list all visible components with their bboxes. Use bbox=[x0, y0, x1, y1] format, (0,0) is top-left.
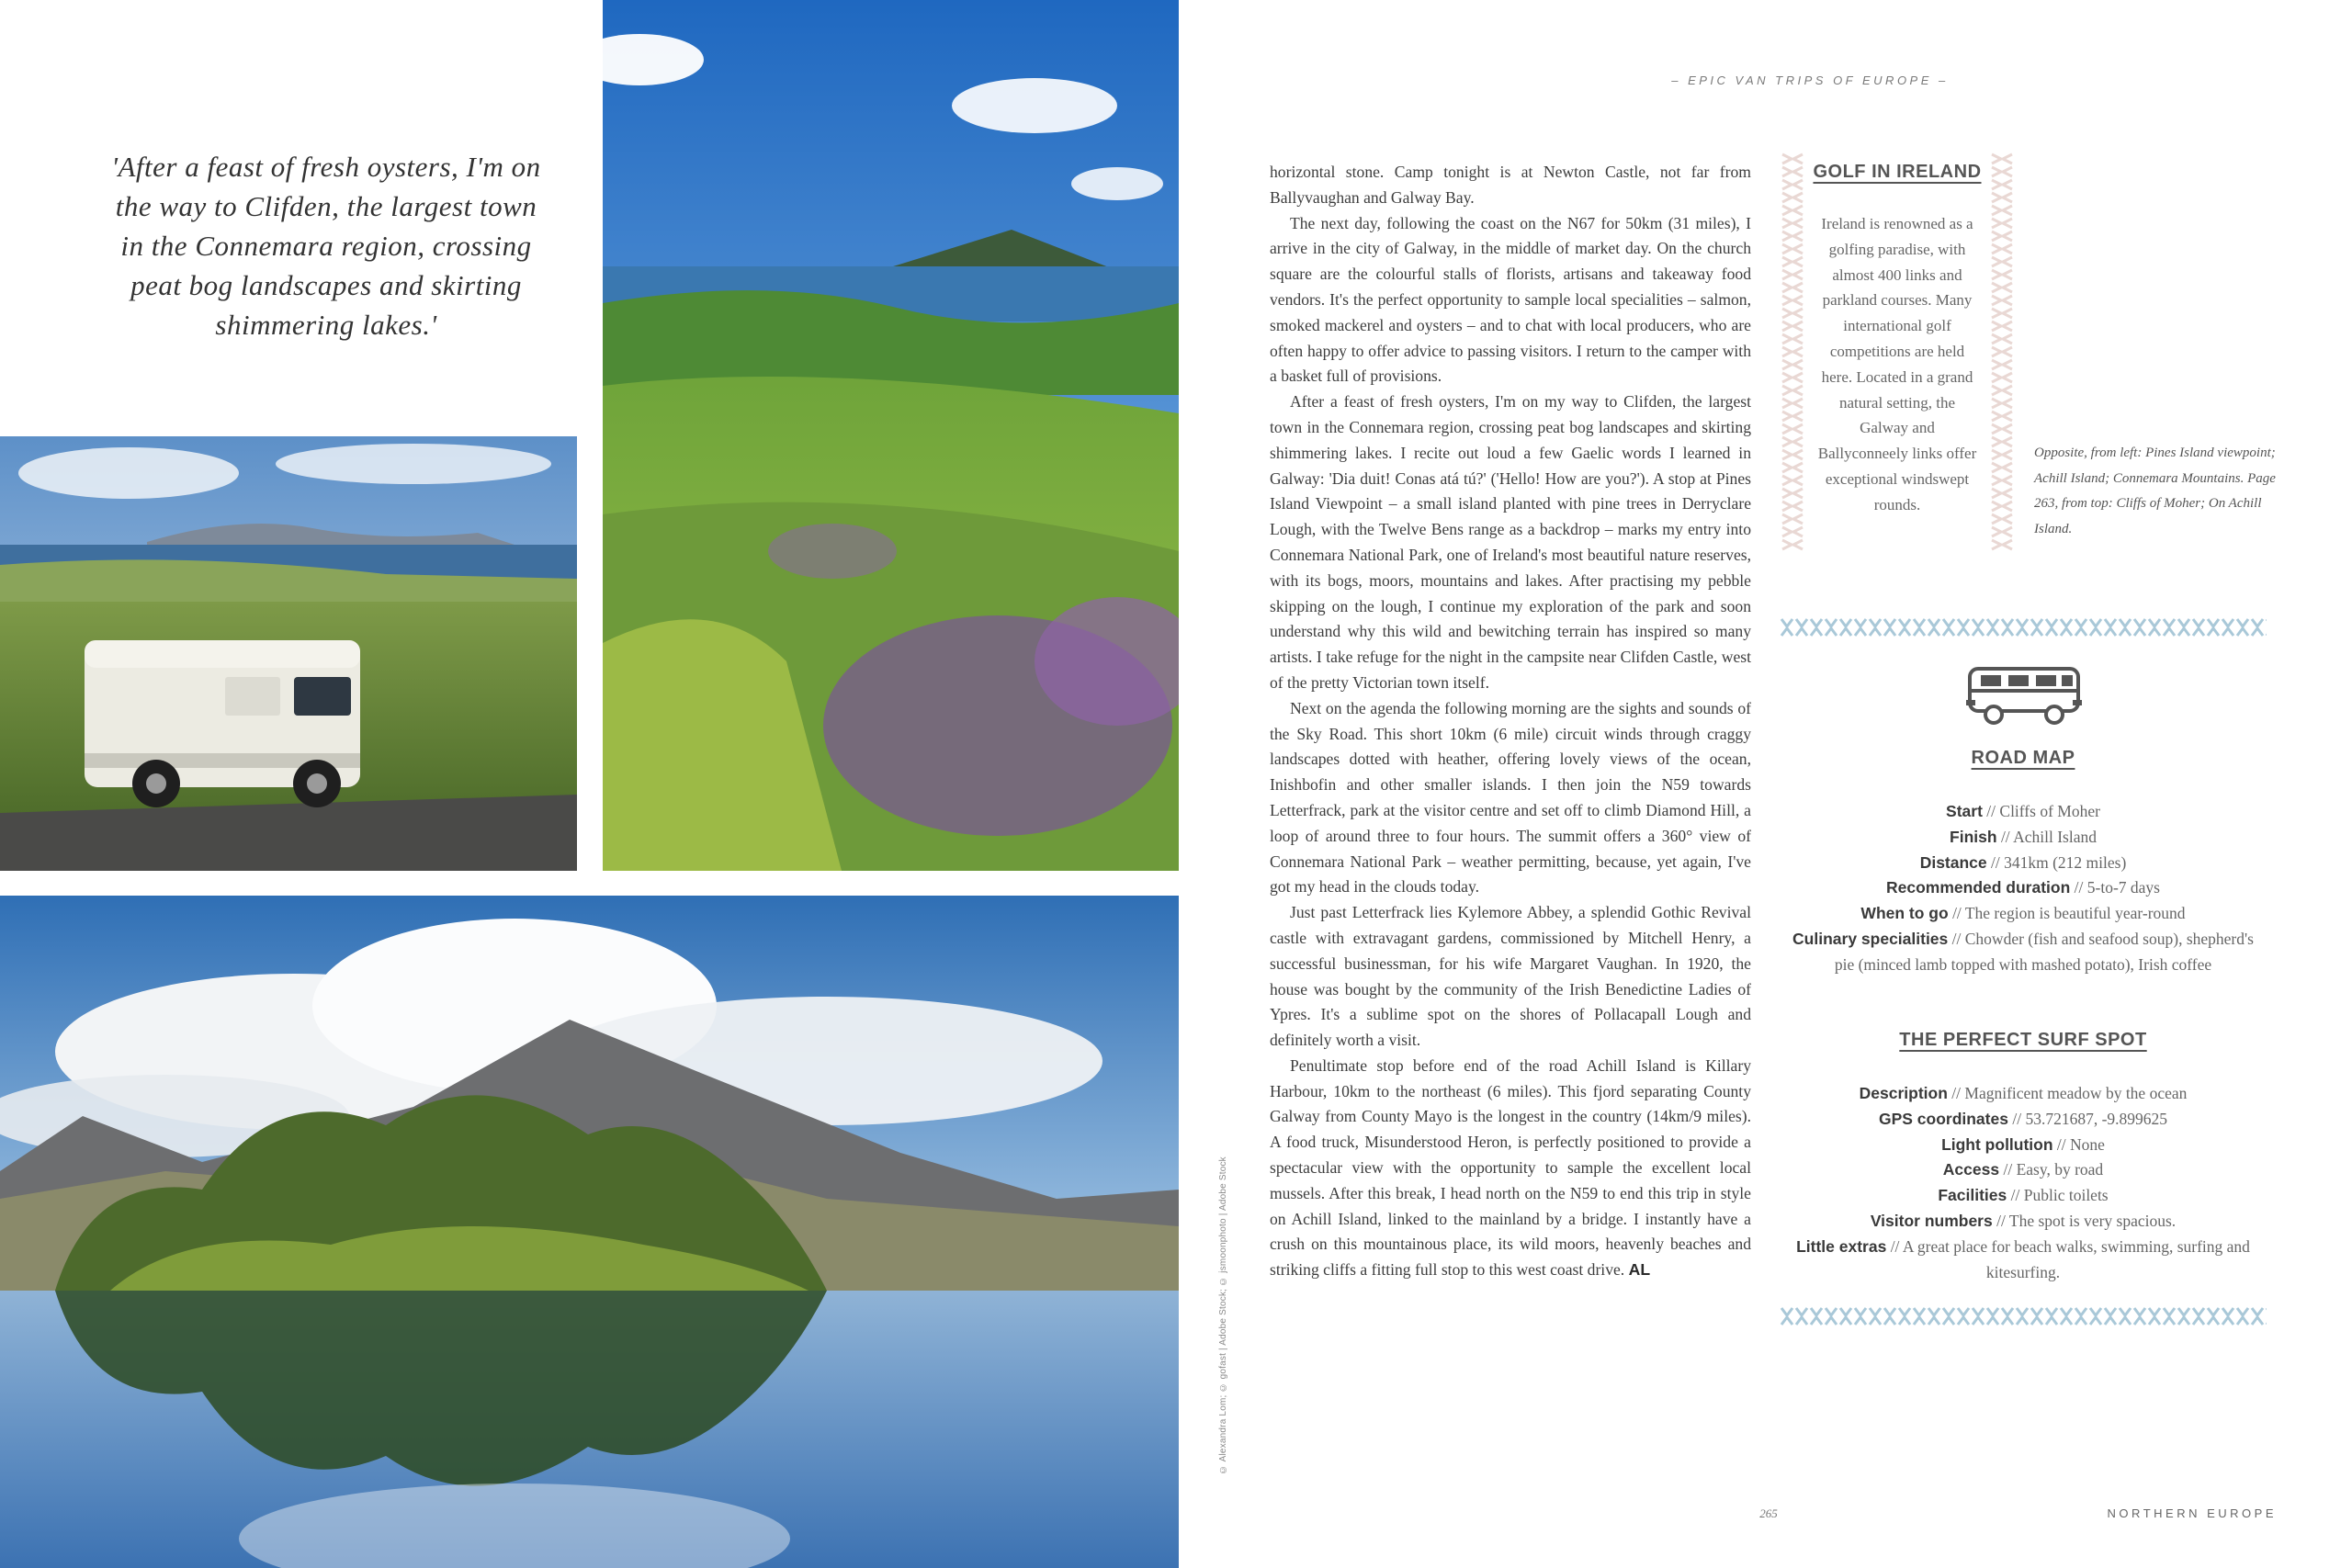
surf-spot-facts bbox=[1792, 1081, 2255, 1285]
fact-label: Finish bbox=[1950, 827, 1997, 846]
tire-track-left-icon bbox=[1781, 152, 1804, 551]
tire-band-bottom-icon bbox=[1780, 1304, 2267, 1328]
fact-row bbox=[1792, 875, 2255, 901]
golf-title: GOLF IN IRELAND bbox=[1813, 162, 1982, 182]
photo-pines-island bbox=[0, 896, 1179, 1568]
photo-van-coast bbox=[0, 436, 577, 871]
fact-label: Distance bbox=[1919, 852, 1987, 872]
fact-row bbox=[1792, 1157, 2255, 1183]
running-head: – EPIC VAN TRIPS OF EUROPE – bbox=[1671, 73, 1949, 87]
article-body bbox=[1270, 160, 1751, 1283]
fact-row bbox=[1792, 927, 2255, 978]
fact-label: Light pollution bbox=[1941, 1134, 2053, 1154]
surf-spot-title: THE PERFECT SURF SPOT bbox=[1899, 1030, 2147, 1050]
fact-row bbox=[1792, 1081, 2255, 1107]
fact-label: Access bbox=[1942, 1160, 2000, 1179]
fact-label: When to go bbox=[1860, 904, 1949, 923]
tire-track-right-icon bbox=[1990, 152, 2014, 551]
fact-value: // The region is beautiful year-round bbox=[1948, 904, 2186, 923]
photo-connemara-hills bbox=[603, 0, 1179, 871]
fact-label: Visitor numbers bbox=[1870, 1211, 1993, 1230]
fact-value: // None bbox=[2052, 1134, 2105, 1154]
fact-row bbox=[1792, 825, 2255, 851]
page-number: 265 bbox=[1759, 1506, 1778, 1520]
fact-label: Start bbox=[1946, 802, 1983, 820]
fact-value: // Chowder (fish and seafood soup), shepherd's pie (minced lamb topped with mashed potato), Irish coffee bbox=[1834, 929, 2254, 974]
body-paragraph: Penultimate stop before end of the road Achill Island is Killary Harbour, 10km to the northeast (6 miles). This fjord separating County Galway from County Mayo is the longest in the country (14km/9 miles). A food truck, Misunderstood Heron, is perfectly positioned to provide a spectacular view with the opportunity to sample the excellent local mussels. After this break, I head north on the N59 to end this trip in style on Achill Island, linked to the mainland by a bridge. I instantly have a crush on this mountainous place, its wild moors, heavenly beaches and striking cliffs a fitting full stop to this west coast drive. bbox=[1270, 1055, 1751, 1280]
pull-quote: 'After a feast of fresh oysters, I'm on the way to Clifden, the largest town in the Connemara region, crossing peat bog landscapes and skirting shimmering lakes.' bbox=[111, 151, 541, 341]
fact-label: Recommended duration bbox=[1885, 878, 2071, 897]
fact-row bbox=[1792, 1235, 2255, 1286]
body-paragraph: horizontal stone. Camp tonight is at Newton Castle, not far from Ballyvaughan and Galway Bay. bbox=[1270, 163, 1751, 207]
photo-credit: © Alexandra Lom; © gofast | Adobe Stock; © jsmoonphoto | Adobe Stock bbox=[1218, 1156, 1228, 1474]
fact-row bbox=[1792, 1107, 2255, 1133]
fact-value: // Public toilets bbox=[2007, 1186, 2109, 1205]
fact-value: // The spot is very spacious. bbox=[1992, 1211, 2177, 1230]
fact-value: // Magnificent meadow by the ocean bbox=[1947, 1084, 2188, 1102]
body-paragraph: Just past Letterfrack lies Kylemore Abbey, a splendid Gothic Revival castle with extravagant gardens, commissioned by Mitchell Henry, a successful businessman, for his wife Margaret Vaughan. In 1920, the house was bought by the community of the Irish Benedictine Ladies of Ypres. It's a sublime spot on the shores of Pollacapall Lough and definitely worth a visit. bbox=[1270, 903, 1751, 1050]
author-signature: AL bbox=[1628, 1260, 1651, 1280]
fact-value: // 5-to-7 days bbox=[2070, 878, 2160, 897]
body-paragraph: Next on the agenda the following morning are the sights and sounds of the Sky Road. This short 10km (6 mile) circuit winds through craggy landscapes dotted with heather, offering lovely views of the ocean, Inishbofin and other smaller islands. I then join the N59 towards Letterfrack, park at the visitor centre and set off to climb Diamond Hill, a loop of around three to four hours. The summit offers a 360° view of Connemara National Park – weather permitting, because, yet again, I've got my head in the clouds today. bbox=[1270, 698, 1751, 897]
golf-text: Ireland is renowned as a golfing paradise, with almost 400 links and parkland courses. Many international golf competitions are held here. Located in a grand natural setting, the Galway and Ballyconneely links offer exceptional windswept rounds. bbox=[1817, 215, 1977, 513]
golf-sidebar bbox=[1781, 152, 2014, 551]
fact-label: Description bbox=[1859, 1084, 1948, 1102]
body-paragraph-last bbox=[1270, 1054, 1751, 1283]
fact-label: Facilities bbox=[1938, 1186, 2007, 1205]
fact-row bbox=[1792, 1183, 2255, 1209]
fact-value: // Cliffs of Moher bbox=[1982, 802, 2100, 820]
fact-value: // 341km (212 miles) bbox=[1986, 852, 2127, 872]
fact-value: // Easy, by road bbox=[1999, 1160, 2104, 1179]
fact-value: // Achill Island bbox=[1996, 827, 2097, 846]
tire-band-top-icon bbox=[1780, 615, 2267, 639]
fact-row bbox=[1792, 901, 2255, 927]
fact-row bbox=[1792, 851, 2255, 876]
fact-label: Culinary specialities bbox=[1792, 929, 1949, 948]
fact-label: GPS coordinates bbox=[1878, 1109, 2008, 1128]
fact-label: Little extras bbox=[1796, 1236, 1887, 1256]
photo-caption: Opposite, from left: Pines Island viewpoint; Achill Island; Connemara Mountains. Page 263, from top: Cliffs of Moher; On Achill Island. bbox=[2034, 446, 2276, 536]
road-map-title: ROAD MAP bbox=[1971, 748, 2075, 768]
campervan-icon bbox=[1966, 663, 2082, 726]
body-paragraph: The next day, following the coast on the N67 for 50km (31 miles), I arrive in the city of Galway, in the middle of market day. On the church square are the colourful stalls of florists, artisans and takeaway food vendors. It's the perfect opportunity to sample local specialities – salmon, smoked mackerel and oysters – and to chat with local producers, who are often happy to offer advice to passing visitors. I return to the camper with a basket full of provisions. bbox=[1270, 213, 1751, 386]
fact-row bbox=[1792, 1209, 2255, 1235]
fact-row bbox=[1792, 1133, 2255, 1158]
body-paragraph: After a feast of fresh oysters, I'm on my way to Clifden, the largest town in the Connemara region, crossing peat bog landscapes and skirting shimmering lakes. I recite out loud a few Gaelic words I learned in Galway: 'Dia duit! Conas atá tú?' ('Hello! How are you?'). A stop at Pines Island Viewpoint – a small island planted with pine trees in Derryclare Lough, with the Twelve Bens range as a backdrop – marks my entry into Connemara National Park, one of Ireland's most beautiful nature reserves, with its bogs, moors, mountains and lakes. After practising my pebble skipping on the lough, I continue my exploration of the park and soon understand why this wild and bewitching terrain has inspired so many artists. I take refuge for the night in the campsite near Clifden Castle, west of the pretty Victorian town itself. bbox=[1270, 392, 1751, 692]
fact-value: // A great place for beach walks, swimming, surfing and kitesurfing. bbox=[1886, 1236, 2250, 1281]
fact-row bbox=[1792, 799, 2255, 825]
road-map-facts bbox=[1792, 799, 2255, 978]
fact-value: // 53.721687, -9.899625 bbox=[2007, 1109, 2168, 1128]
section-footer: NORTHERN EUROPE bbox=[2107, 1506, 2277, 1520]
